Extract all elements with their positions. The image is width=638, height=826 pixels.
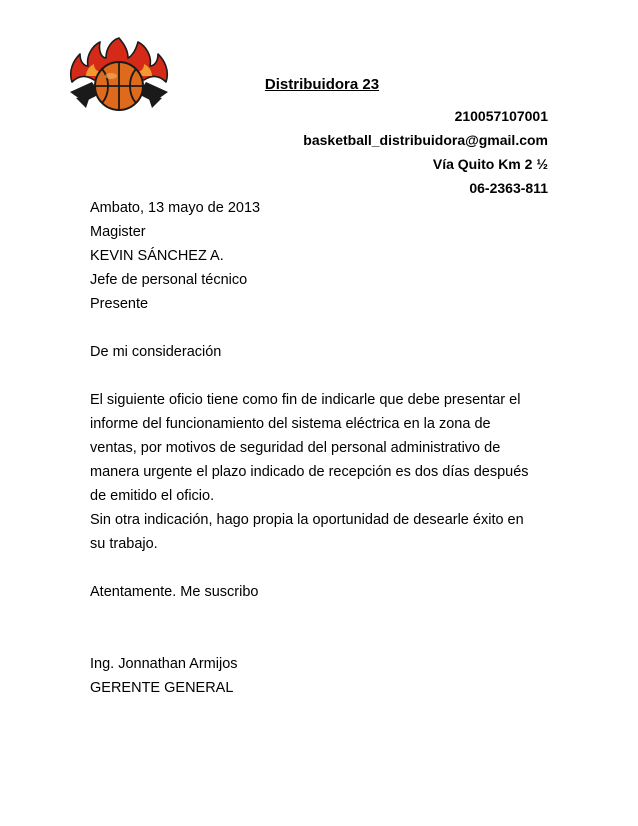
recipient-position: Jefe de personal técnico (90, 272, 248, 288)
presente-line: Presente (90, 296, 149, 312)
body-line: ventas, por motivos de seguridad del personal administrativo de (90, 440, 501, 456)
recipient-name: KEVIN SÁNCHEZ A. (90, 248, 224, 264)
greeting: De mi consideración (90, 344, 222, 360)
closing-line: Sin otra indicación, hago propia la oportunidad de desearle éxito en (90, 512, 524, 528)
place-date: Ambato, 13 mayo de 2013 (90, 200, 261, 216)
company-name (0, 76, 638, 93)
farewell: Atentamente. Me suscribo (90, 584, 259, 600)
company-phone: 06-2363-811 (469, 180, 548, 196)
signer-name: Ing. Jonnathan Armijos (90, 656, 238, 672)
body-line: El siguiente oficio tiene como fin de indicarle que debe presentar el (90, 392, 521, 408)
signer-title: GERENTE GENERAL (90, 680, 234, 696)
company-address: Vía Quito Km 2 ½ (432, 156, 548, 172)
body-line: de emitido el oficio. (90, 488, 215, 504)
body-line: manera urgente el plazo indicado de recepción es dos días después (90, 464, 529, 480)
recipient-title: Magister (90, 224, 146, 240)
company-ruc: 210057107001 (454, 108, 548, 124)
flaming-basketball-logo-icon (66, 36, 172, 114)
closing-line: su trabajo. (90, 536, 158, 552)
company-contact-block (303, 104, 548, 200)
body-line: informe del funcionamiento del sistema eléctrica en la zona de (90, 416, 491, 432)
company-name-text: Distribuidora 23 (264, 76, 380, 93)
letter-body (90, 196, 560, 700)
company-email: basketball_distribuidora@gmail.com (303, 132, 548, 148)
